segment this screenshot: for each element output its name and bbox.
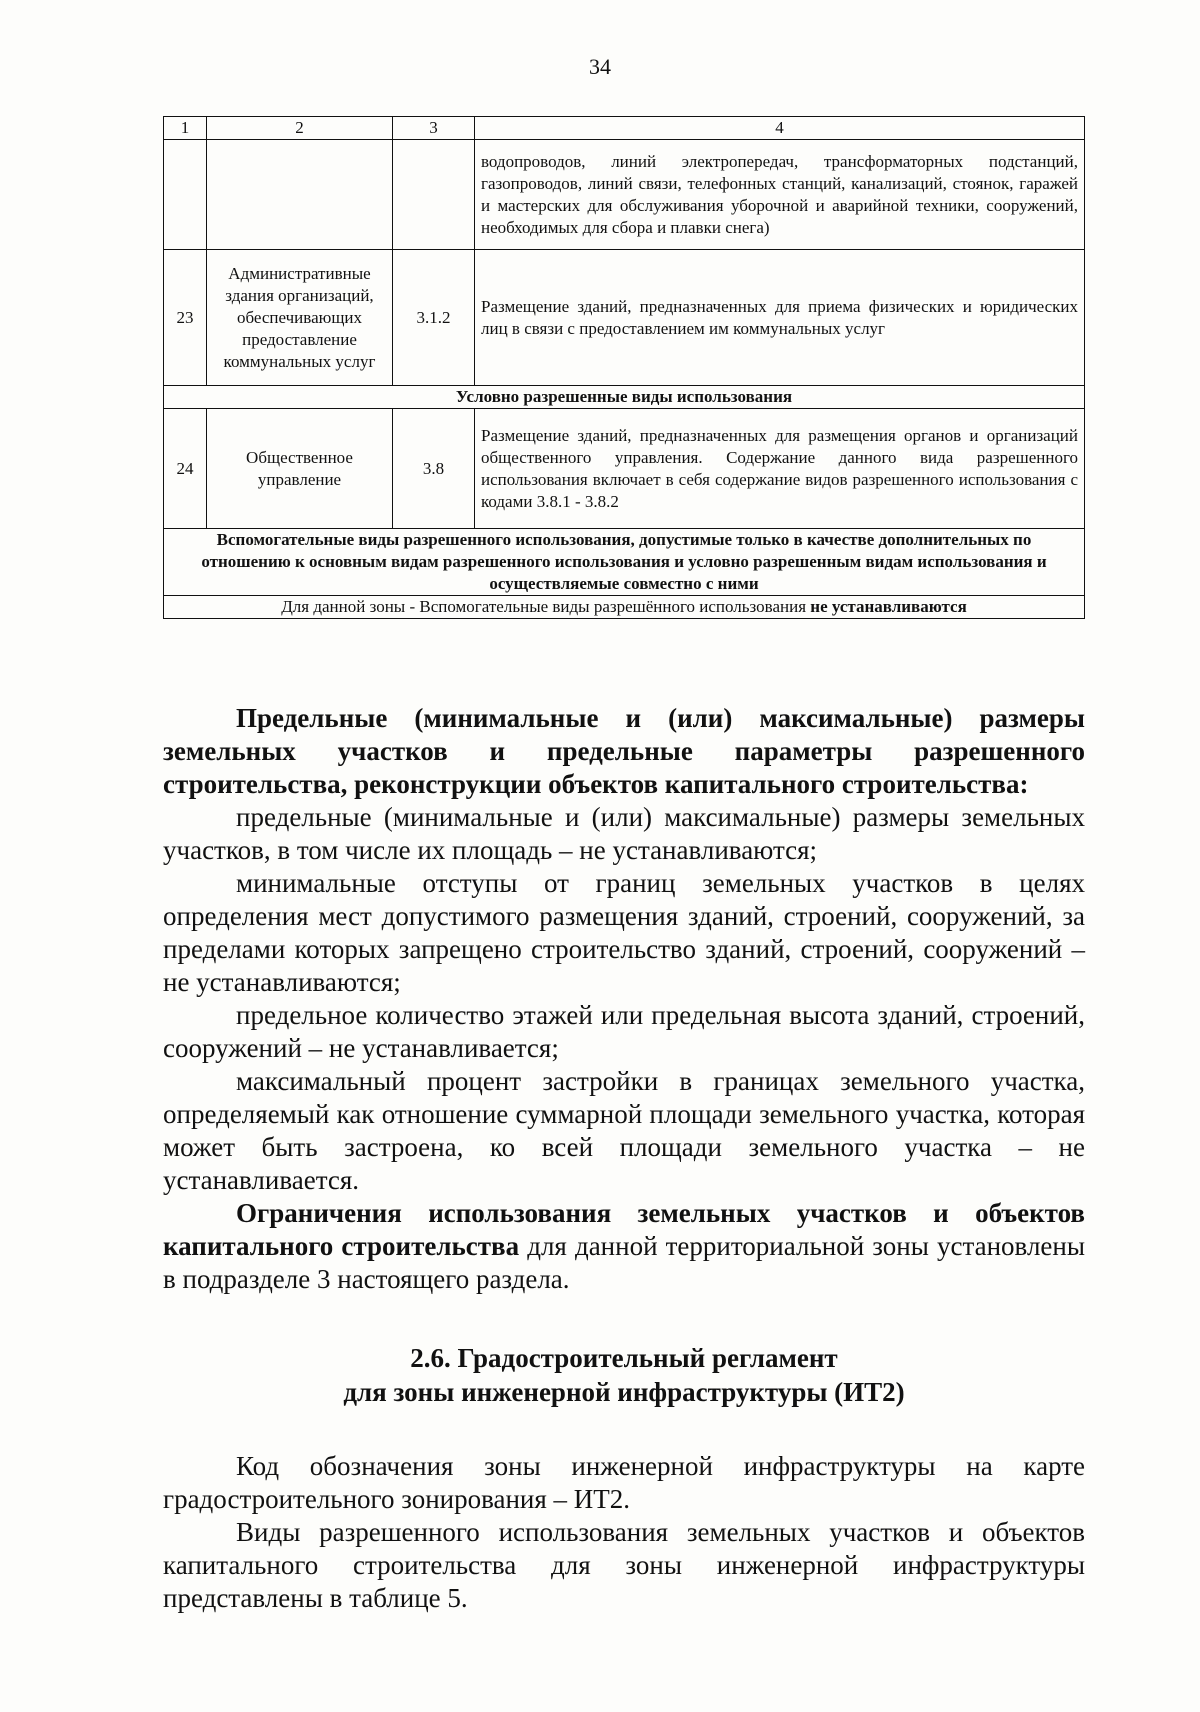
limits-item: минимальные отступы от границ земельных участков в целях определения мест допустимого размещения зданий, строений, сооружений, за пределами которых запрещено строительство зданий, строений, сооружений – не устанавливаются; bbox=[163, 868, 1085, 997]
restrictions-bold: Ограничения использования земельных участков и объектов капитального строительства bbox=[163, 1198, 1085, 1261]
page-number: 34 bbox=[589, 54, 611, 79]
use-description: Размещение зданий, предназначенных для приема физических и юридических лиц в связи с предоставлением им коммунальных услуг bbox=[475, 250, 1085, 386]
header-col-2: 2 bbox=[207, 117, 393, 140]
limits-item: максимальный процент застройки в границах земельного участка, определяемый как отношение суммарной площади земельного участка, которая может быть застроена, ко всей площади земельного участка – не устанавливается. bbox=[163, 1066, 1085, 1195]
use-description: Размещение зданий, предназначенных для размещения органов и организаций общественного управления. Содержание данного вида разрешенного использования включает в себя содержание видов разрешенного использования с кодами 3.8.1 - 3.8.2 bbox=[475, 409, 1085, 529]
use-name: Административные здания организаций, обеспечивающих предоставление коммунальных услуг bbox=[207, 250, 393, 386]
limits-item: предельные (минимальные и (или) максимальные) размеры земельных участков, в том числе их площадь – не устанавливаются; bbox=[163, 802, 1085, 865]
header-col-4: 4 bbox=[475, 117, 1085, 140]
use-code: 3.8 bbox=[393, 409, 475, 529]
auxiliary-note-text: Для данной зоны - Вспомогательные виды разрешённого использования bbox=[281, 597, 807, 616]
section-auxiliary-title: Вспомогательные виды разрешенного использования, допустимые только в качестве дополнительных по отношению к основным видам разрешенного использования и условно разрешенным видам использования и осуществляемые совместно с ними bbox=[164, 529, 1085, 596]
continuation-text: водопроводов, линий электропередач, трансформаторных подстанций, газопроводов, линий связи, телефонных станций, канализаций, стоянок, гаражей и мастерских для обслуживания уборочной и аварийной техники, сооружений, необходимых для сбора и плавки снега) bbox=[475, 140, 1085, 250]
table-row-23 bbox=[164, 250, 1085, 386]
zone-code-paragraph: Код обозначения зоны инженерной инфраструктуры на карте градостроительного зонирования – ИТ2. bbox=[163, 1451, 1085, 1514]
limits-heading: Предельные (минимальные и (или) максимальные) размеры земельных участков и предельные параметры разрешенного строительства, реконструкции объектов капитального строительства: bbox=[163, 703, 1085, 799]
section-auxiliary-row bbox=[164, 529, 1085, 596]
section-body bbox=[163, 1450, 1085, 1615]
header-col-1: 1 bbox=[164, 117, 207, 140]
section-title-line-1: 2.6. Градостроительный регламент bbox=[410, 1343, 838, 1373]
section-title bbox=[163, 1341, 1085, 1409]
header-col-3: 3 bbox=[393, 117, 475, 140]
restrictions-paragraph bbox=[163, 1197, 1085, 1296]
table-row-24 bbox=[164, 409, 1085, 529]
use-name: Общественное управление bbox=[207, 409, 393, 529]
table-row-continuation bbox=[164, 140, 1085, 250]
restrictions-rest: для данной территориальной зоны установлены в подразделе 3 настоящего раздела. bbox=[163, 1231, 1085, 1294]
row-number: 23 bbox=[164, 250, 207, 386]
section-title-line-2: для зоны инженерной инфраструктуры (ИТ2) bbox=[343, 1377, 905, 1407]
uses-reference-paragraph: Виды разрешенного использования земельных участков и объектов капитального строительства для зоны инженерной инфраструктуры представлены в таблице 5. bbox=[163, 1517, 1085, 1613]
row-number: 24 bbox=[164, 409, 207, 529]
table-header-row bbox=[164, 117, 1085, 140]
limits-item: предельное количество этажей или предельная высота зданий, строений, сооружений – не устанавливается; bbox=[163, 1000, 1085, 1063]
use-code: 3.1.2 bbox=[393, 250, 475, 386]
land-use-table bbox=[163, 116, 1085, 619]
section-conditional-row bbox=[164, 386, 1085, 409]
auxiliary-note bbox=[164, 596, 1085, 619]
limits-section bbox=[163, 702, 1085, 1296]
auxiliary-note-emphasis: не устанавливаются bbox=[810, 597, 967, 616]
section-conditional-title: Условно разрешенные виды использования bbox=[164, 386, 1085, 409]
auxiliary-note-row bbox=[164, 596, 1085, 619]
